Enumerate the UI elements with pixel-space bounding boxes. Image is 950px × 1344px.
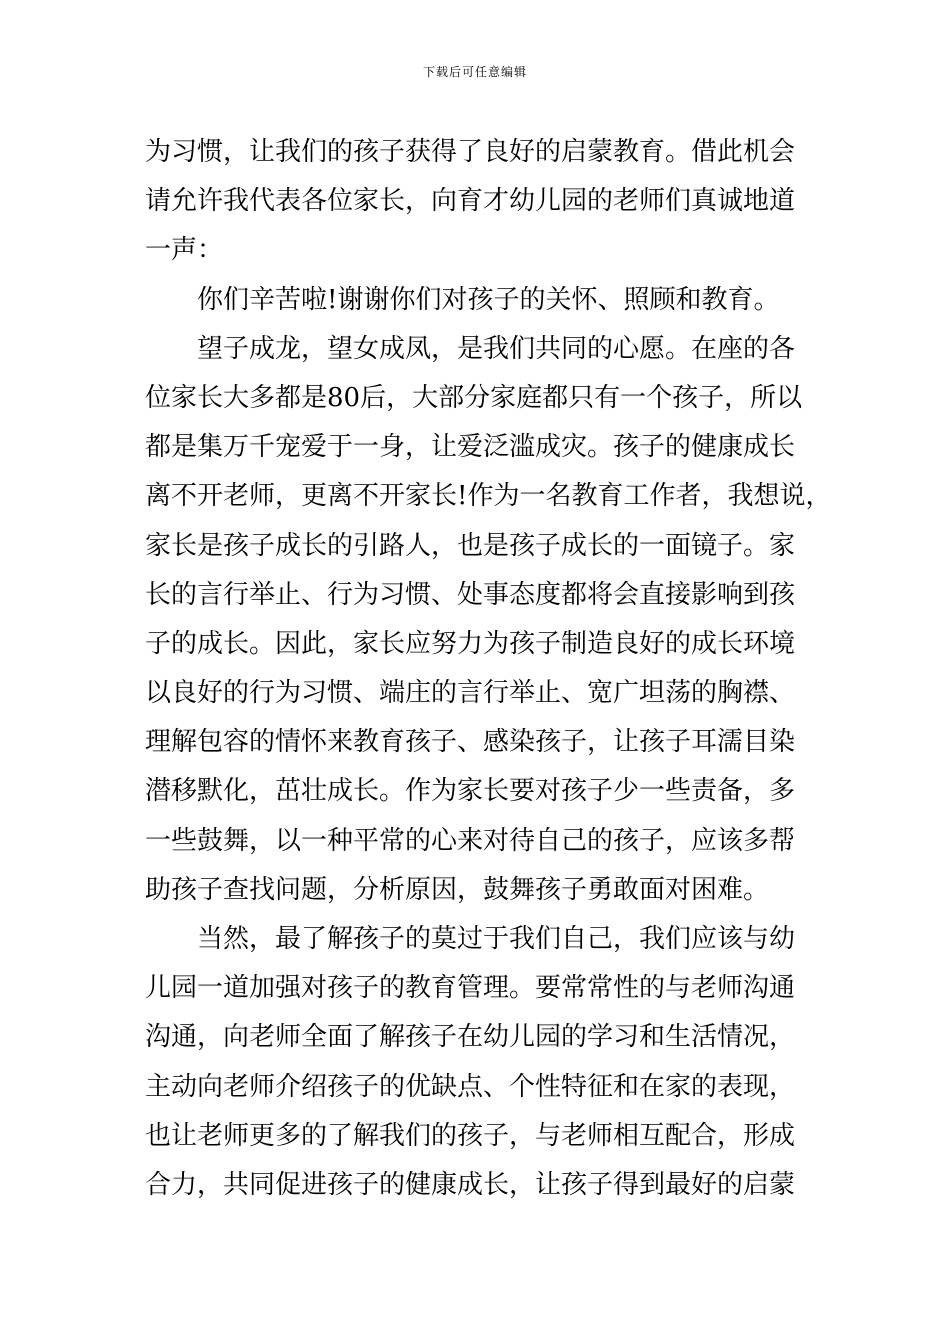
text-line: 助孩子查找问题，分析原因，鼓舞孩子勇敢面对困难。 — [145, 874, 770, 905]
text-line: 子的成长。因此，家长应努力为孩子制造良好的成长环境 — [145, 628, 796, 659]
page-header: 下载后可任意编辑 — [422, 65, 527, 79]
text-line: 离不开老师，更离不开家长!作为一名教育工作者，我想说， — [145, 481, 832, 512]
paragraph — [145, 128, 815, 276]
text-line: 主动向老师介绍孩子的优缺点、个性特征和在家的表现， — [145, 1071, 796, 1102]
text-line: 位家长大多都是80后，大部分家庭都只有一个孩子，所以 — [145, 382, 803, 413]
document-body — [145, 128, 832, 1210]
text-line: 望子成龙，望女成凤，是我们共同的心愿。在座的各 — [197, 333, 796, 364]
text-line: 一些鼓舞，以一种平常的心来对待自己的孩子，应该多帮 — [145, 825, 796, 856]
text-line: 你们辛苦啦!谢谢你们对孩子的关怀、照顾和教育。 — [197, 284, 780, 315]
text-line: 理解包容的情怀来教育孩子、感染孩子，让孩子耳濡目染 — [145, 727, 796, 758]
text-line: 合力，共同促进孩子的健康成长，让孩子得到最好的启蒙 — [145, 1169, 796, 1200]
text-line: 潜移默化，茁壮成长。作为家长要对孩子少一些责备，多 — [145, 776, 796, 807]
paragraph — [145, 276, 815, 325]
text-line: 儿园一道加强对孩子的教育管理。要常常性的与老师沟通 — [145, 973, 796, 1004]
text-line: 沟通，向老师全面了解孩子在幼儿园的学习和生活情况， — [145, 1022, 796, 1053]
text-line: 以良好的行为习惯、端庄的言行举止、宽广坦荡的胸襟、 — [145, 678, 796, 709]
text-line: 为习惯，让我们的孩子获得了良好的启蒙教育。借此机会 — [145, 137, 796, 167]
text-line: 当然，最了解孩子的莫过于我们自己，我们应该与幼 — [197, 924, 796, 954]
text-line: 一声： — [145, 235, 224, 266]
paragraph — [145, 325, 832, 915]
text-line: 家长是孩子成长的引路人，也是孩子成长的一面镜子。家 — [145, 530, 796, 561]
text-line: 请允许我代表各位家长，向育才幼儿园的老师们真诚地道 — [145, 186, 796, 217]
text-line: 长的言行举止、行为习惯、处事态度都将会直接影响到孩 — [145, 579, 796, 610]
text-line: 也让老师更多的了解我们的孩子，与老师相互配合，形成 — [145, 1120, 796, 1151]
text-line: 都是集万千宠爱于一身，让爱泛滥成灾。孩子的健康成长 — [145, 432, 796, 463]
paragraph — [145, 915, 815, 1210]
